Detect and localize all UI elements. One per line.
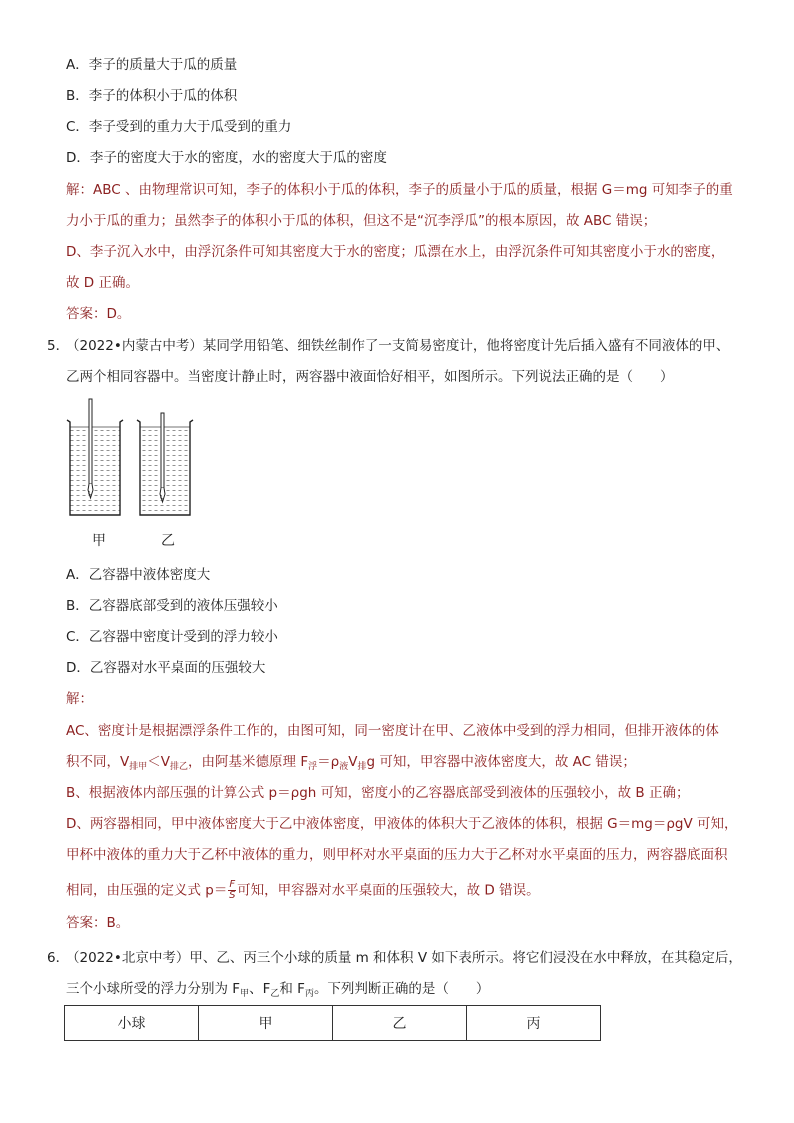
q5-solution-line-6: 相同，由压强的定义式 p＝ $\frac{F}{S}$ 可知，甲容器对水平桌面的压强较大，故 D 错误。 [66, 879, 540, 901]
q5-solution-line-3: B、根据液体内部压强的计算公式 p＝ρgh 可知，密度小的乙容器底部受到液体的压强较小，故 B 正确； [66, 785, 690, 801]
q5-solution-line-2: 积不同，$V_{排甲}<V_{排乙}$，由阿基米德原理 $F_浮=\rho_液V_排g$ 可知，甲容器中液体密度大，故 AC 错误； [66, 754, 636, 772]
q6-stem-line-2: 三个小球所受的浮力分别为 $F_甲$、$F_乙$和 $F_丙$。下列判断正确的是（ ） [66, 981, 490, 999]
table-header-cell: 小球 [65, 1006, 199, 1041]
q4-option-d: D．李子的密度大于水的密度，水的密度大于瓜的密度 [66, 150, 387, 166]
q4-solution-line-2: 力小于瓜的重力；虽然李子的体积小于瓜的体积，但这不是“沉李浮瓜”的根本原因，故 ABC 错误； [66, 213, 657, 229]
table-header-cell: 乙 [333, 1006, 467, 1041]
figure-caption-yi: 乙 [161, 533, 175, 549]
q5-option-c: C．乙容器中密度计受到的浮力较小 [66, 629, 278, 645]
figure-caption-jia: 甲 [92, 533, 106, 549]
q4-option-a: A．李子的质量大于瓜的质量 [66, 57, 238, 73]
q4-solution-line-4: 故 D 正确。 [66, 275, 139, 291]
q4-option-c: C．李子受到的重力大于瓜受到的重力 [66, 119, 292, 135]
q4-option-b: B．李子的体积小于瓜的体积 [66, 88, 238, 104]
q4-solution-line-3: D、李子沉入水中，由浮沉条件可知其密度大于水的密度；瓜漂在水上，由浮沉条件可知其密度小于水的密度， [66, 244, 725, 260]
q5-number: 5． [47, 338, 70, 354]
densimeter-beakers-figure [64, 398, 204, 523]
q5-solution-line-4: D、两容器相同，甲中液体密度大于乙中液体密度，甲液体的体积大于乙液体的体积，根据 G＝mg＝ρgV 可知， [66, 816, 738, 832]
q5-stem-line-2: 乙两个相同容器中。当密度计静止时，两容器中液面恰好相平，如图所示。下列说法正确的是（ ） [66, 369, 674, 385]
beaker-jia [67, 399, 123, 515]
pressure-fraction: $\frac{F}{S}$ [229, 879, 236, 901]
q4-solution-line-1: 解：ABC 、由物理常识可知，李子的体积小于瓜的体积，李子的质量小于瓜的质量，根据 G＝mg 可知李子的重 [66, 182, 733, 198]
q5-answer: 答案：B。 [66, 915, 130, 931]
q5-solution-line-5: 甲杯中液体的重力大于乙杯中液体的重力，则甲杯对水平桌面的压力大于乙杯对水平桌面的压力，两容器底面积 [66, 847, 728, 863]
table-header-cell: 丙 [467, 1006, 601, 1041]
table-row [65, 1006, 601, 1041]
q6-stem-line-1: （2022•北京中考）甲、乙、丙三个小球的质量 m 和体积 V 如下表所示。将它们浸没在水中释放，在其稳定后， [66, 950, 742, 966]
ball-table [64, 1005, 601, 1041]
q5-stem-line-1: （2022•内蒙古中考）某同学用铅笔、细铁丝制作了一支简易密度计，他将密度计先后插入盛有不同液体的甲、 [66, 338, 730, 354]
q5-solution-line-1: AC、密度计是根据漂浮条件工作的，由图可知，同一密度计在甲、乙液体中受到的浮力相同，但排开液体的体 [66, 723, 719, 739]
beaker-yi [137, 413, 193, 515]
q6-number: 6． [47, 950, 70, 966]
q5-solution-head: 解： [66, 691, 93, 707]
q4-answer: 答案：D。 [66, 306, 131, 322]
table-header-cell: 甲 [199, 1006, 333, 1041]
q5-option-a: A．乙容器中液体密度大 [66, 567, 211, 583]
q5-option-d: D．乙容器对水平桌面的压强较大 [66, 660, 266, 676]
q5-option-b: B．乙容器底部受到的液体压强较小 [66, 598, 278, 614]
